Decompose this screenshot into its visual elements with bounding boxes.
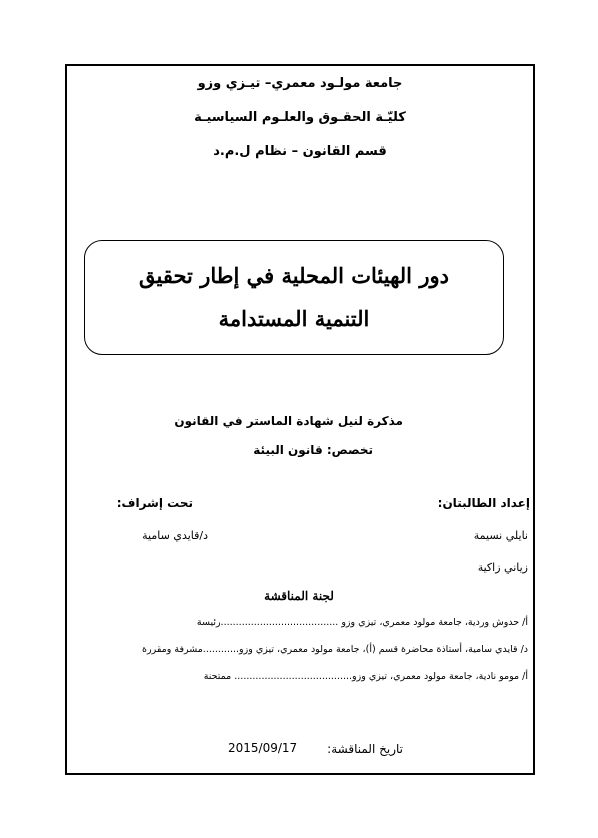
jury-title: لجنة المناقشة	[264, 589, 334, 603]
discussion-date-label: تاريخ المناقشة:	[327, 742, 403, 756]
thesis-title-line-2: التنمية المستدامة	[218, 306, 370, 331]
university-name: جامعة مولـود معمري– تيـزي وزو	[197, 76, 403, 91]
thesis-title-line-1: دور الهيئات المحلية في إطار تحقيق	[139, 263, 449, 288]
jury-member-2: د/ قايدي سامية، أستاذة محاضرة قسم (أ)، جامعة مولود معمري، تيزي وزو............مشرفة ومقررة	[142, 644, 528, 655]
title-box	[84, 240, 504, 355]
supervisor-label: تحت إشراف:	[116, 496, 193, 510]
supervisor-name: د/قايدي سامية	[142, 529, 208, 542]
jury-member-3: أ/ مومو نادية، جامعة مولود معمري، تيزي وزو....................................... ممتحنة	[203, 671, 528, 682]
thesis-purpose: مذكرة لنيل شهادة الماستر في القانون	[174, 414, 403, 428]
student-name-2: زياني زاكية	[477, 561, 528, 574]
students-label: إعداد الطالبتان:	[437, 496, 530, 510]
student-name-1: نايلي نسيمة	[473, 529, 528, 542]
faculty-name: كليّـة الحقـوق والعلـوم السياسيـة	[194, 110, 406, 125]
discussion-date-value: 2015/09/17	[228, 741, 298, 755]
thesis-specialty: تخصص: قانون البيئة	[253, 443, 373, 457]
jury-member-1: أ/ حدوش وردية، جامعة مولود معمري، تيزي وزو .......................................رئيسة	[196, 617, 528, 628]
department-name: قسم القانون – نظام ل.م.د	[213, 144, 387, 159]
